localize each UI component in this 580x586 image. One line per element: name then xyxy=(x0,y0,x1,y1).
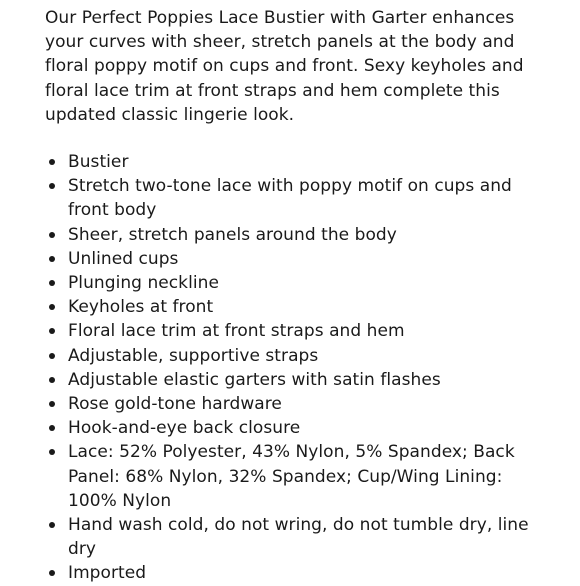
list-item xyxy=(45,561,545,585)
feature-text: Imported xyxy=(68,563,147,584)
bullet-icon xyxy=(49,570,55,576)
bullet-icon xyxy=(49,449,55,455)
list-item xyxy=(45,150,545,174)
feature-text: Plunging neckline xyxy=(68,273,219,294)
bullet-icon xyxy=(49,425,55,431)
product-details xyxy=(45,6,545,586)
bullet-icon xyxy=(49,183,55,189)
feature-text: Stretch two-tone lace with poppy motif on cups and front body xyxy=(68,176,512,221)
feature-text: Sheer, stretch panels around the body xyxy=(68,224,397,245)
feature-text: Bustier xyxy=(68,152,129,173)
feature-text: Lace: 52% Polyester, 43% Nylon, 5% Spandex; Back Panel: 68% Nylon, 32% Spandex; Cup/Wing Lining: 100% Nylon xyxy=(68,442,515,511)
list-item xyxy=(45,295,545,319)
list-item xyxy=(45,247,545,271)
bullet-icon xyxy=(49,304,55,310)
list-item xyxy=(45,368,545,392)
bullet-icon xyxy=(49,232,55,238)
list-item xyxy=(45,223,545,247)
bullet-icon xyxy=(49,280,55,286)
feature-text: Rose gold-tone hardware xyxy=(68,394,282,415)
feature-list xyxy=(45,150,545,586)
feature-text: Floral lace trim at front straps and hem xyxy=(68,321,405,342)
product-description: Our Perfect Poppies Lace Bustier with Garter enhances your curves with sheer, stretch panels at the body and floral poppy motif on cups and front. Sexy keyholes and floral lace trim at front straps and hem complete this updated classic lingerie look. xyxy=(45,8,524,125)
list-item xyxy=(45,319,545,343)
list-item xyxy=(45,416,545,440)
list-item xyxy=(45,344,545,368)
feature-text: Keyholes at front xyxy=(68,297,214,318)
list-item xyxy=(45,174,545,222)
bullet-icon xyxy=(49,522,55,528)
feature-text: Adjustable elastic garters with satin flashes xyxy=(68,369,441,390)
bullet-icon xyxy=(49,256,55,262)
feature-text: Hand wash cold, do not wring, do not tumble dry, line dry xyxy=(68,515,529,560)
bullet-icon xyxy=(49,328,55,334)
bullet-icon xyxy=(49,159,55,165)
bullet-icon xyxy=(49,377,55,383)
bullet-icon xyxy=(49,401,55,407)
feature-text: Hook-and-eye back closure xyxy=(68,418,301,439)
feature-text: Unlined cups xyxy=(68,248,179,269)
list-item xyxy=(45,513,545,561)
list-item xyxy=(45,440,545,513)
list-item xyxy=(45,392,545,416)
feature-text: Adjustable, supportive straps xyxy=(68,345,319,366)
bullet-icon xyxy=(49,353,55,359)
list-item xyxy=(45,271,545,295)
